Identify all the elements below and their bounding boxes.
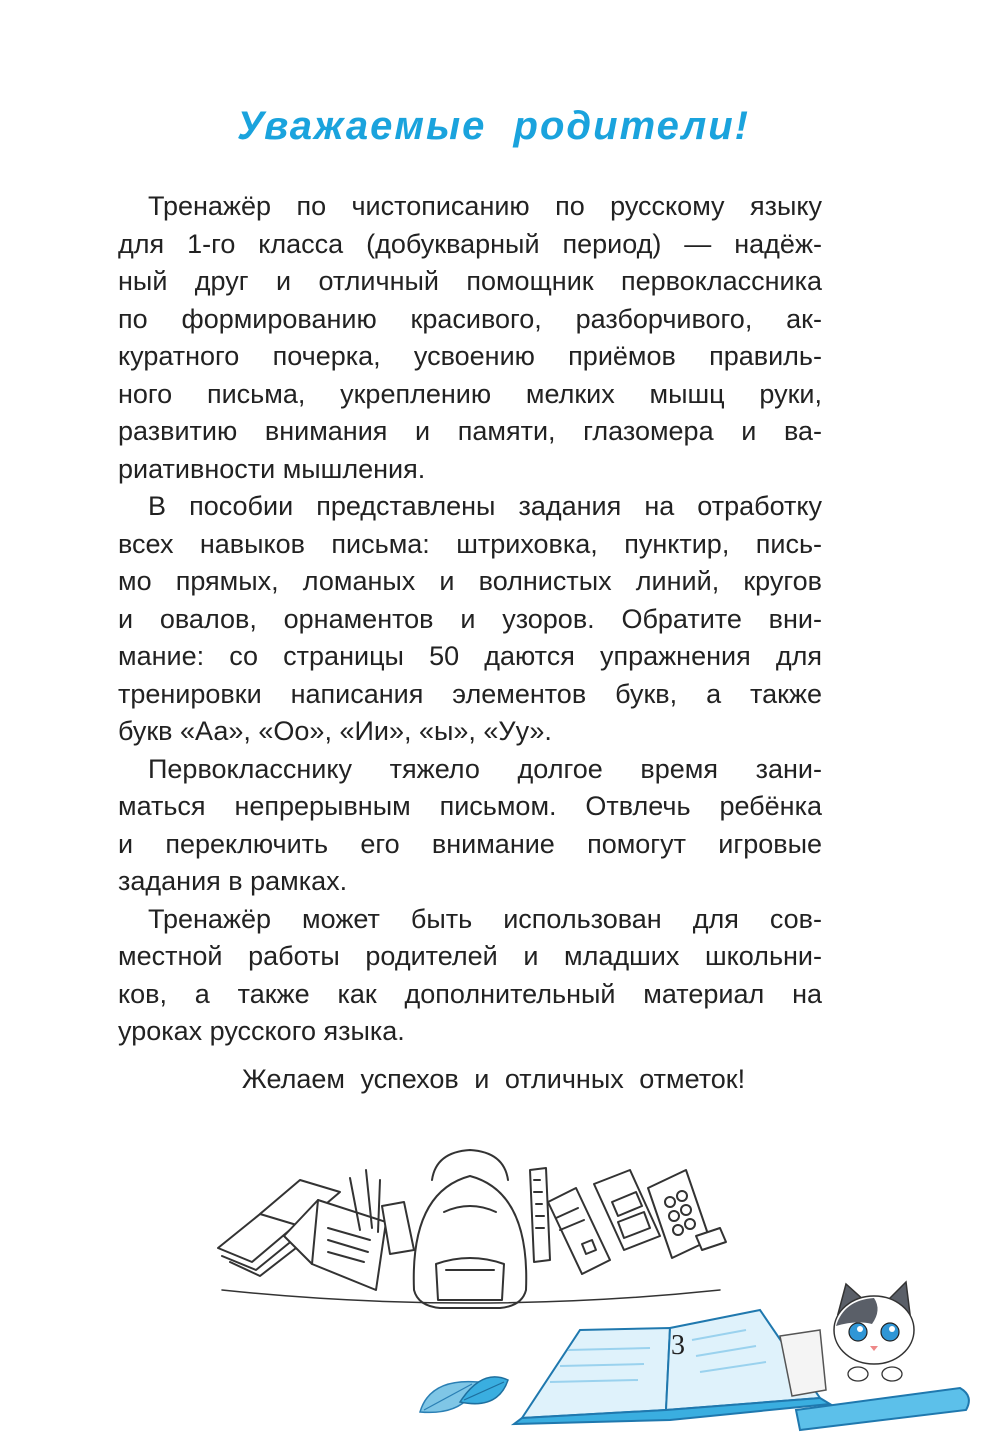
open-book-icon [514,1310,830,1424]
paragraph-1 [118,188,822,488]
text-line: мо прямых, ломаных и волнистых линий, кругов [118,566,822,596]
paragraph-3 [118,751,822,901]
pencil-icon [796,1388,969,1430]
body-text [118,188,822,1051]
text-line: Первокласснику тяжело долгое время зани- [148,753,822,784]
text-line: по формированию красивого, разборчивого, ак- [118,303,822,334]
text-line: для 1-го класса (добукварный период) — надёж- [118,228,822,259]
paragraph-2 [118,488,822,751]
text-line: маться непрерывным письмом. Отвлечь ребёнка [118,791,822,821]
text-line: риативности мышления. [118,453,426,484]
text-line: ков, а также как дополнительный материал на [118,978,822,1009]
text-line: букв «Аа», «Оо», «Ии», «ы», «Уу». [118,716,552,746]
text-line: Тренажёр может быть использован для сов- [148,903,822,934]
text-line: куратного почерка, усвоению приёмов правиль- [118,341,822,371]
text-line: развитию внимания и памяти, глазомера и ва- [118,416,822,446]
leaf-icon [420,1377,508,1413]
text-line: задания в рамках. [118,866,348,896]
page-number: 3 [671,1330,685,1361]
text-line: местной работы родителей и младших школьни- [118,941,822,971]
text-line: В пособии представлены задания на отработку [148,491,822,521]
text-line: тренировки написания элементов букв, а также [118,678,822,709]
text-line: ного письма, укреплению мелких мышц руки, [118,378,822,409]
paragraph-4 [118,901,822,1051]
closing-wish: Желаем успехов и отличных отметок! [241,1064,746,1094]
text-line: и овалов, орнаментов и узоров. Обратите вни- [118,603,822,634]
text-line: Тренажёр по чистописанию по русскому языку [148,191,822,221]
text-line: всех навыков письма: штриховка, пунктир, пись- [118,528,822,559]
pencil-case-icon [382,1202,414,1254]
text-line: мание: со страницы 50 даются упражнения для [118,641,822,671]
kitten-icon [834,1282,914,1381]
text-line: ный друг и отличный помощник первоклассника [118,266,822,296]
page-title: Уважаемые родители! [237,104,750,148]
text-line: уроках русского языка. [118,1016,405,1046]
text-line: и переключить его внимание помогут игровые [118,828,822,859]
